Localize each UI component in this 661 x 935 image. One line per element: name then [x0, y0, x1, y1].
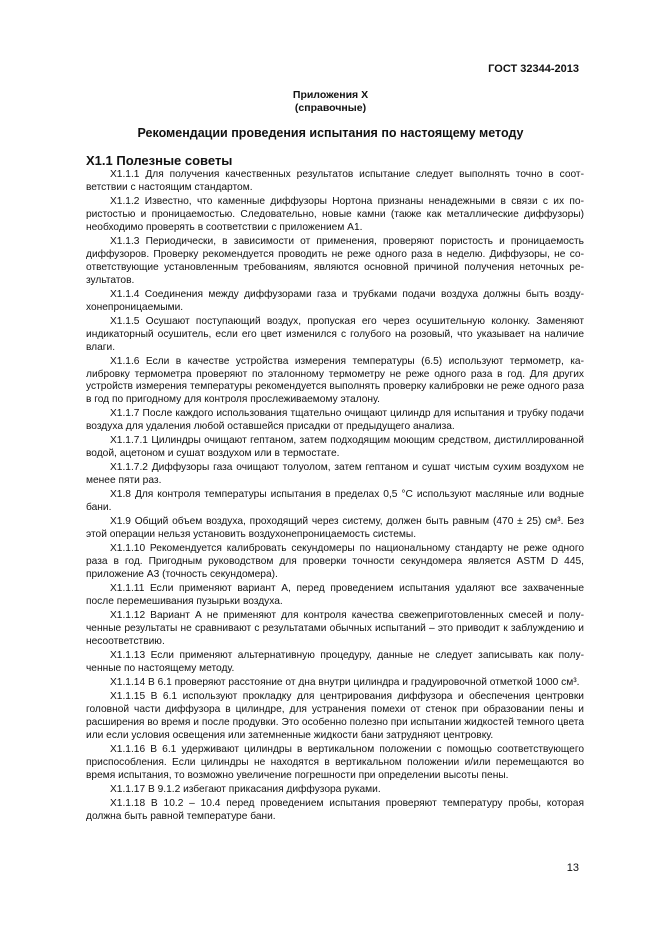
- main-title: Рекомендации проведения испытания по настоящему методу: [137, 126, 524, 140]
- paragraph: Х1.1.7 После каждого использования тщательно очищают цилиндр для испытания и трубку подачи воздуха для удаления любой оставшейся присадки от предыдущего анализа.: [86, 408, 584, 433]
- paragraph: Х1.1.7.2 Диффузоры газа очищают толуолом, затем гептаном и сушат чистым сухим воздухом не менее пяти раз.: [86, 462, 584, 487]
- appendix-title: Приложения Х: [292, 89, 369, 101]
- paragraph: Х1.9 Общий объем воздуха, проходящий через систему, должен быть равным (470 ± 25) см³. Без этой операции нельзя установить воздухонепроницаемость системы.: [86, 516, 584, 541]
- standard-header: ГОСТ 32344-2013: [488, 63, 579, 75]
- paragraph: Х1.1.12 Вариант А не применяют для контроля качества свежеприготовленных смесей и полученные результаты не сравнивают с результатами обычных испытаний – это приводит к заблуждению и несоответствию.: [86, 610, 584, 648]
- paragraph: Х1.1.7.1 Цилиндры очищают гептаном, затем подходящим моющим средством, дистиллированной водой, ацетоном и сушат воздухом или в термостате.: [86, 435, 584, 460]
- appendix-subtitle: (справочные): [294, 102, 367, 114]
- page-number: 13: [566, 862, 579, 874]
- paragraph: Х1.8 Для контроля температуры испытания в пределах 0,5 °С используют масляные или водные бани.: [86, 489, 584, 514]
- paragraph: Х1.1.4 Соединения между диффузорами газа и трубками подачи воздуха должны быть воздухонепроницаемыми.: [86, 288, 584, 313]
- section-title: Х1.1 Полезные советы: [86, 153, 233, 168]
- paragraph: Х1.1.18 В 10.2 – 10.4 перед проведением испытания проверяют температуру пробы, которая должна быть равной температуре бани.: [86, 798, 584, 823]
- paragraph: Х1.1.14 В 6.1 проверяют расстояние от дна внутри цилиндра и градуировочной отметкой 1000 см³.: [110, 677, 580, 689]
- paragraph: Х1.1.5 Осушают поступающий воздух, пропуская его через осушительную колонку. Заменяют индикаторный осушитель, если его цвет изменился с голубого на розовый, что указывает на наличие влаги.: [86, 315, 584, 353]
- paragraph: Х1.1.6 Если в качестве устройства измерения температуры (6.5) используют термометр, калибровку термометра проверяют по эталонному термометру не реже одного раза в год. Для других устройств измерения температуры рекомендуется выполнять проверку калибровки не реже одного раза в год по пригодному для контроля прослеживаемому эталону.: [86, 355, 584, 406]
- paragraph: Х1.1.3 Периодически, в зависимости от применения, проверяют пористость и проницаемость диффузоров. Проверку рекомендуется проводить не реже одного раза в неделю. Диффузоры, не соответствующие установленным требованиям, являются основной причиной получения неточных результатов.: [86, 235, 584, 286]
- body-text: [86, 169, 584, 825]
- paragraph: Х1.1.17 В 9.1.2 избегают прикасания диффузора руками.: [110, 784, 381, 796]
- paragraph: Х1.1.15 В 6.1 используют прокладку для центрирования диффузора и обеспечения центровки головной части диффузора в цилиндре, для устранения помехи от стенок при образовании пены и расширения во время и после продувки. Это особенно полезно при испытании жидкостей темного цвета или если условия освещения или затемненные жидкости бани затрудняют центровку.: [86, 691, 584, 742]
- paragraph: Х1.1.10 Рекомендуется калибровать секундомеры по национальному стандарту не реже одного раза в год. Пригодным руководством для проверки точности секундомера является ASTM D 445, приложение А3 (точность секундомера).: [86, 543, 584, 581]
- paragraph: Х1.1.1 Для получения качественных результатов испытание следует выполнять точно в соответствии с настоящим стандартом.: [86, 169, 584, 193]
- paragraph: Х1.1.2 Известно, что каменные диффузоры Нортона признаны ненадежными в связи с их пористостью и проницаемостью. Следовательно, новые камни (также как металлические диффузоры) необходимо проверять в соответствии с приложением А1.: [86, 196, 584, 233]
- paragraph: Х1.1.13 Если применяют альтернативную процедуру, данные не следует записывать как полученные по настоящему методу.: [86, 650, 584, 675]
- appendix-heading: [0, 89, 661, 115]
- paragraph: Х1.1.16 В 6.1 удерживают цилиндры в вертикальном положении с помощью соответствующего приспособления. Если цилиндры не находятся в вертикальном положении и/или перемещаются во время испытания, то возможно увеличение погрешности при определении высоты пены.: [86, 744, 584, 781]
- paragraph: Х1.1.11 Если применяют вариант А, перед проведением испытания удаляют все захваченные после перемешивания пузырьки воздуха.: [86, 583, 584, 608]
